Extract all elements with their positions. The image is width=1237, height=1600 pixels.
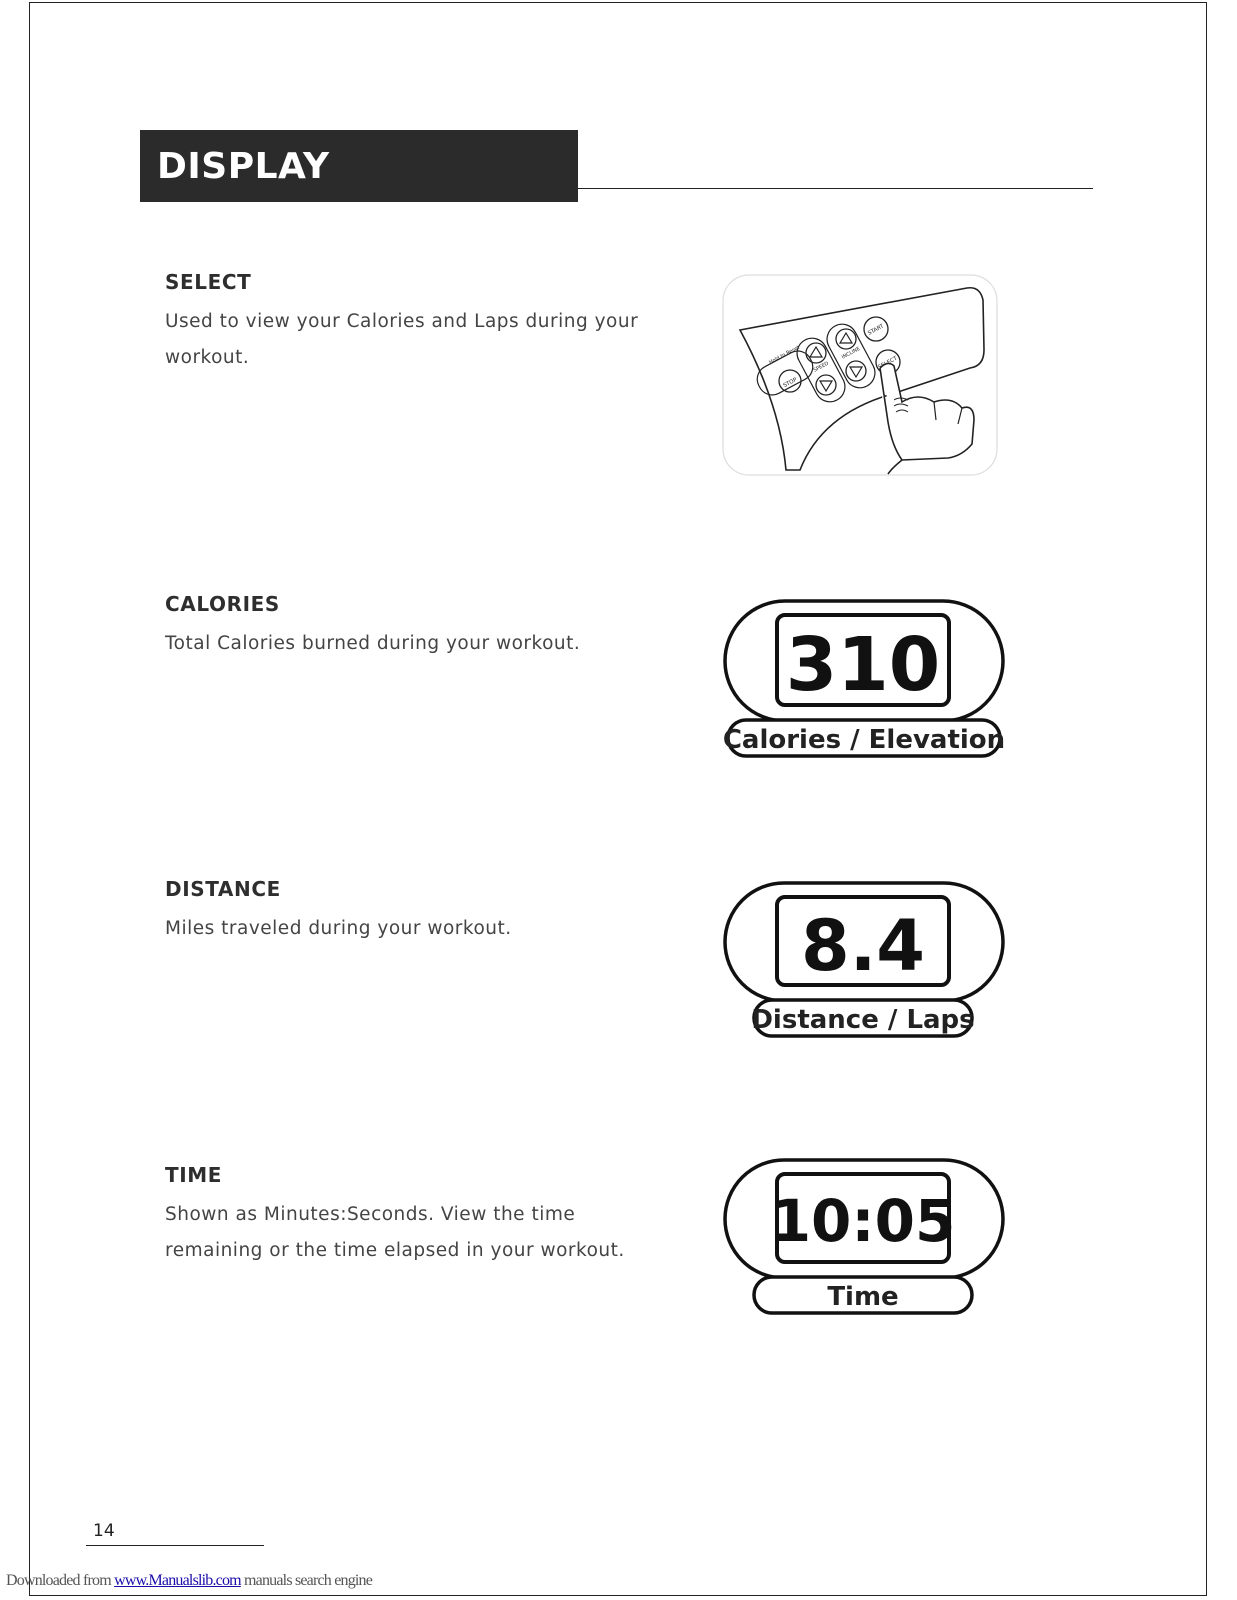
time-description-line1: Shown as Minutes:Seconds. View the time [165,1204,576,1225]
distance-display-label: Distance / Laps [751,1005,975,1035]
select-description-line2: workout. [165,347,250,368]
console-select-illustration [722,274,998,480]
speed-label: SPEED [812,360,830,374]
distance-section [165,877,655,947]
start-label: START [867,323,885,337]
time-description-line2: remaining or the time elapsed in your workout. [165,1240,625,1261]
select-heading: SELECT [165,270,252,294]
download-footer [6,1572,372,1590]
stop-label: STOP [782,377,799,390]
section-title-bar [140,130,578,202]
calories-description: Total Calories burned during your workout. [165,633,581,654]
manualslib-link[interactable]: www.Manualslib.com [114,1572,241,1589]
footer-prefix: Downloaded from [6,1572,115,1589]
calories-heading: CALORIES [165,592,280,616]
time-heading: TIME [165,1163,223,1187]
distance-display [722,880,1008,1042]
select-description [165,304,655,376]
page-frame [29,2,1207,1596]
time-value: 10:05 [770,1187,956,1255]
page-number: 14 [93,1521,115,1541]
distance-value: 8.4 [800,905,926,987]
time-section [165,1163,655,1269]
calories-display [722,598,1008,764]
time-display-label: Time [827,1282,899,1312]
calories-section [165,592,655,662]
footer-suffix: manuals search engine [240,1572,373,1589]
calories-display-label: Calories / Elevation [722,725,1006,755]
time-description [165,1197,655,1269]
calories-value: 310 [785,622,941,708]
distance-heading: DISTANCE [165,877,281,901]
page-number-divider [86,1545,264,1546]
page-title: DISPLAY [157,145,330,187]
select-description-line1: Used to view your Calories and Laps during your [165,311,639,332]
distance-description: Miles traveled during your workout. [165,918,512,939]
title-divider [578,188,1093,189]
hold-reset-label: Hold to Reset [768,344,801,366]
incline-label: INCLINE [840,345,862,361]
select-section [165,270,655,376]
time-display [722,1157,1008,1319]
